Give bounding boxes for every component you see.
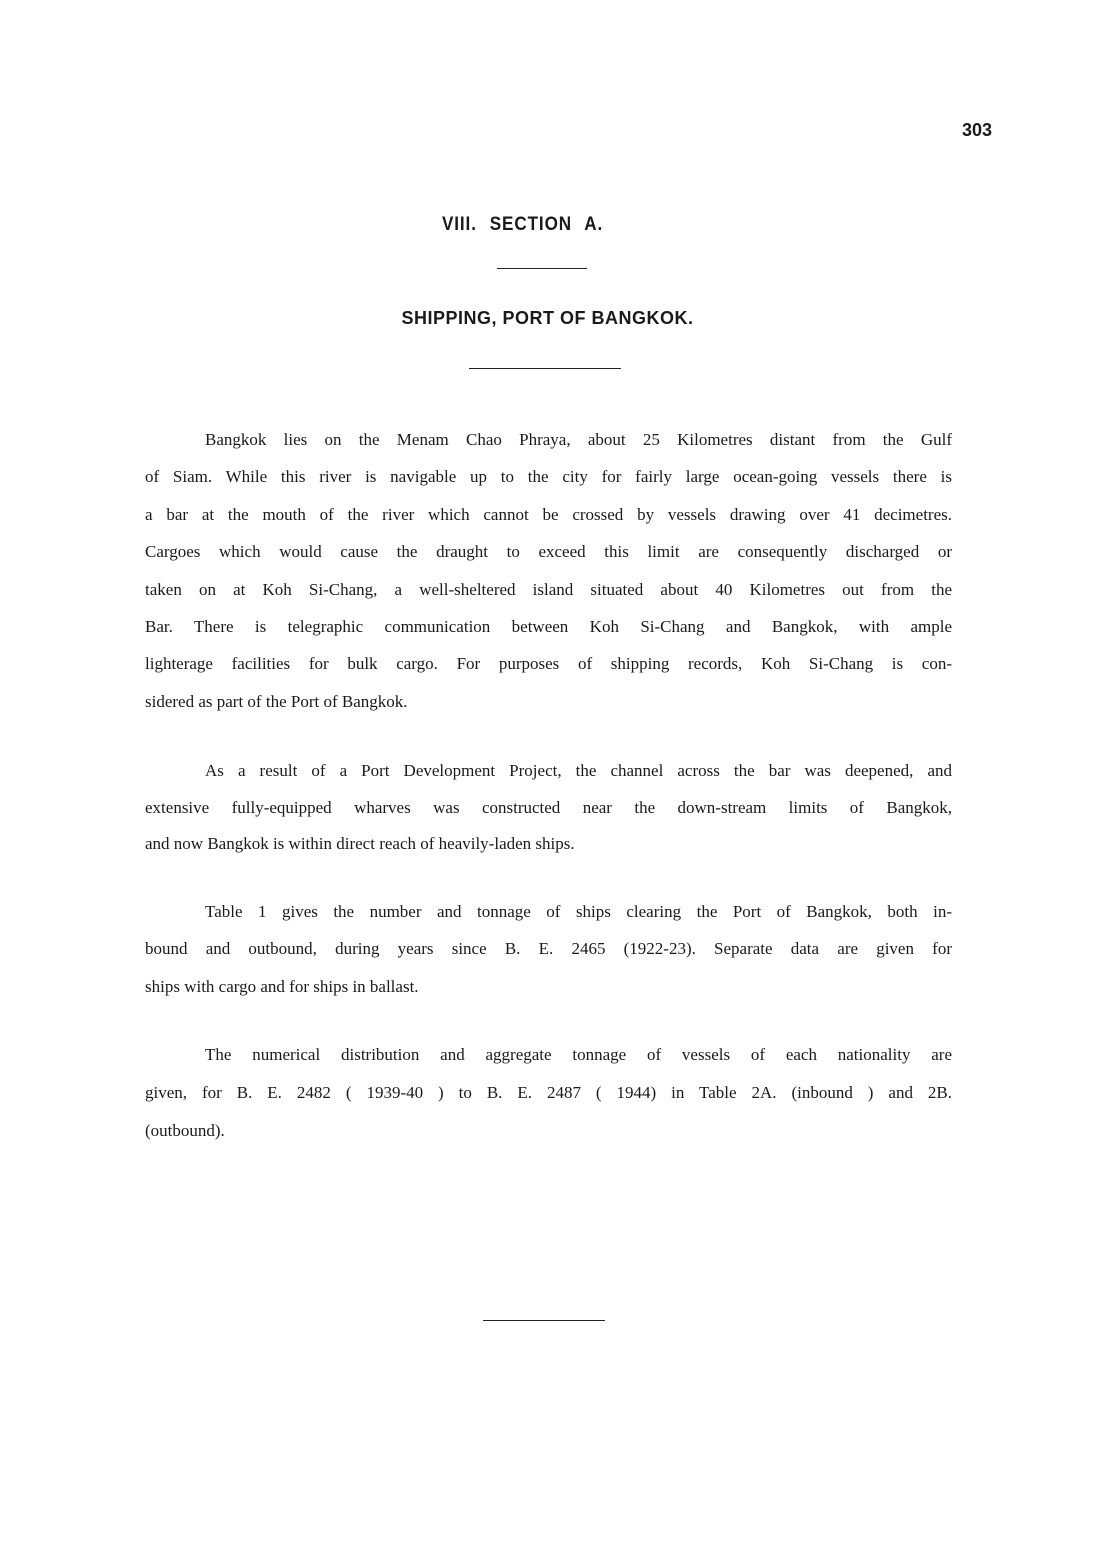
text-line: bound and outbound, during years since B. E. 2465 (1922-23). Separate data are given for [145,939,952,959]
text-line: ships with cargo and for ships in ballast. [145,976,419,996]
text-line: taken on at Koh Si-Chang, a well-sheltered island situated about 40 Kilometres out from the [145,579,952,599]
text-line: Table 1 gives the number and tonnage of ships clearing the Port of Bangkok, both in- [205,902,952,921]
text-line: Bangkok lies on the Menam Chao Phraya, about 25 Kilometres distant from the Gulf [205,430,952,449]
section-heading [0,212,1095,238]
text-line: Cargoes which would cause the draught to exceed this limit are consequently discharged or [145,542,952,562]
divider-rule [497,268,587,269]
section-heading-text: VIII. SECTION A. [441,214,604,235]
page-title-text: SHIPPING, PORT OF BANGKOK. [401,308,694,328]
paragraph [145,1036,952,1150]
text-line: The numerical distribution and aggregate tonnage of vessels of each nationality are [205,1045,952,1064]
text-line: As a result of a Port Development Project, the channel across the bar was deepened, and [205,761,952,780]
end-rule [483,1320,605,1321]
paragraph [145,893,952,1005]
text-line: lighterage facilities for bulk cargo. For purposes of shipping records, Koh Si-Chang is con- [145,654,952,674]
paragraph [145,421,952,720]
text-line: of Siam. While this river is navigable up to the city for fairly large ocean-going vessels there is [145,467,952,487]
text-line: a bar at the mouth of the river which cannot be crossed by vessels drawing over 41 decimetres. [145,504,952,524]
text-line: Bar. There is telegraphic communication between Koh Si-Chang and Bangkok, with ample [145,617,952,637]
page-number: 303 [961,120,992,140]
text-line: sidered as part of the Port of Bangkok. [145,691,408,711]
text-line: given, for B. E. 2482 ( 1939-40 ) to B. E. 2487 ( 1944) in Table 2A. (inbound ) and 2B. [145,1083,952,1102]
text-line: extensive fully-equipped wharves was constructed near the down-stream limits of Bangkok, [145,797,952,817]
page-title [0,305,1095,331]
text-line: and now Bangkok is within direct reach of heavily-laden ships. [145,834,575,854]
divider-rule [469,368,621,369]
text-line: (outbound). [145,1121,225,1140]
paragraph [145,753,952,863]
